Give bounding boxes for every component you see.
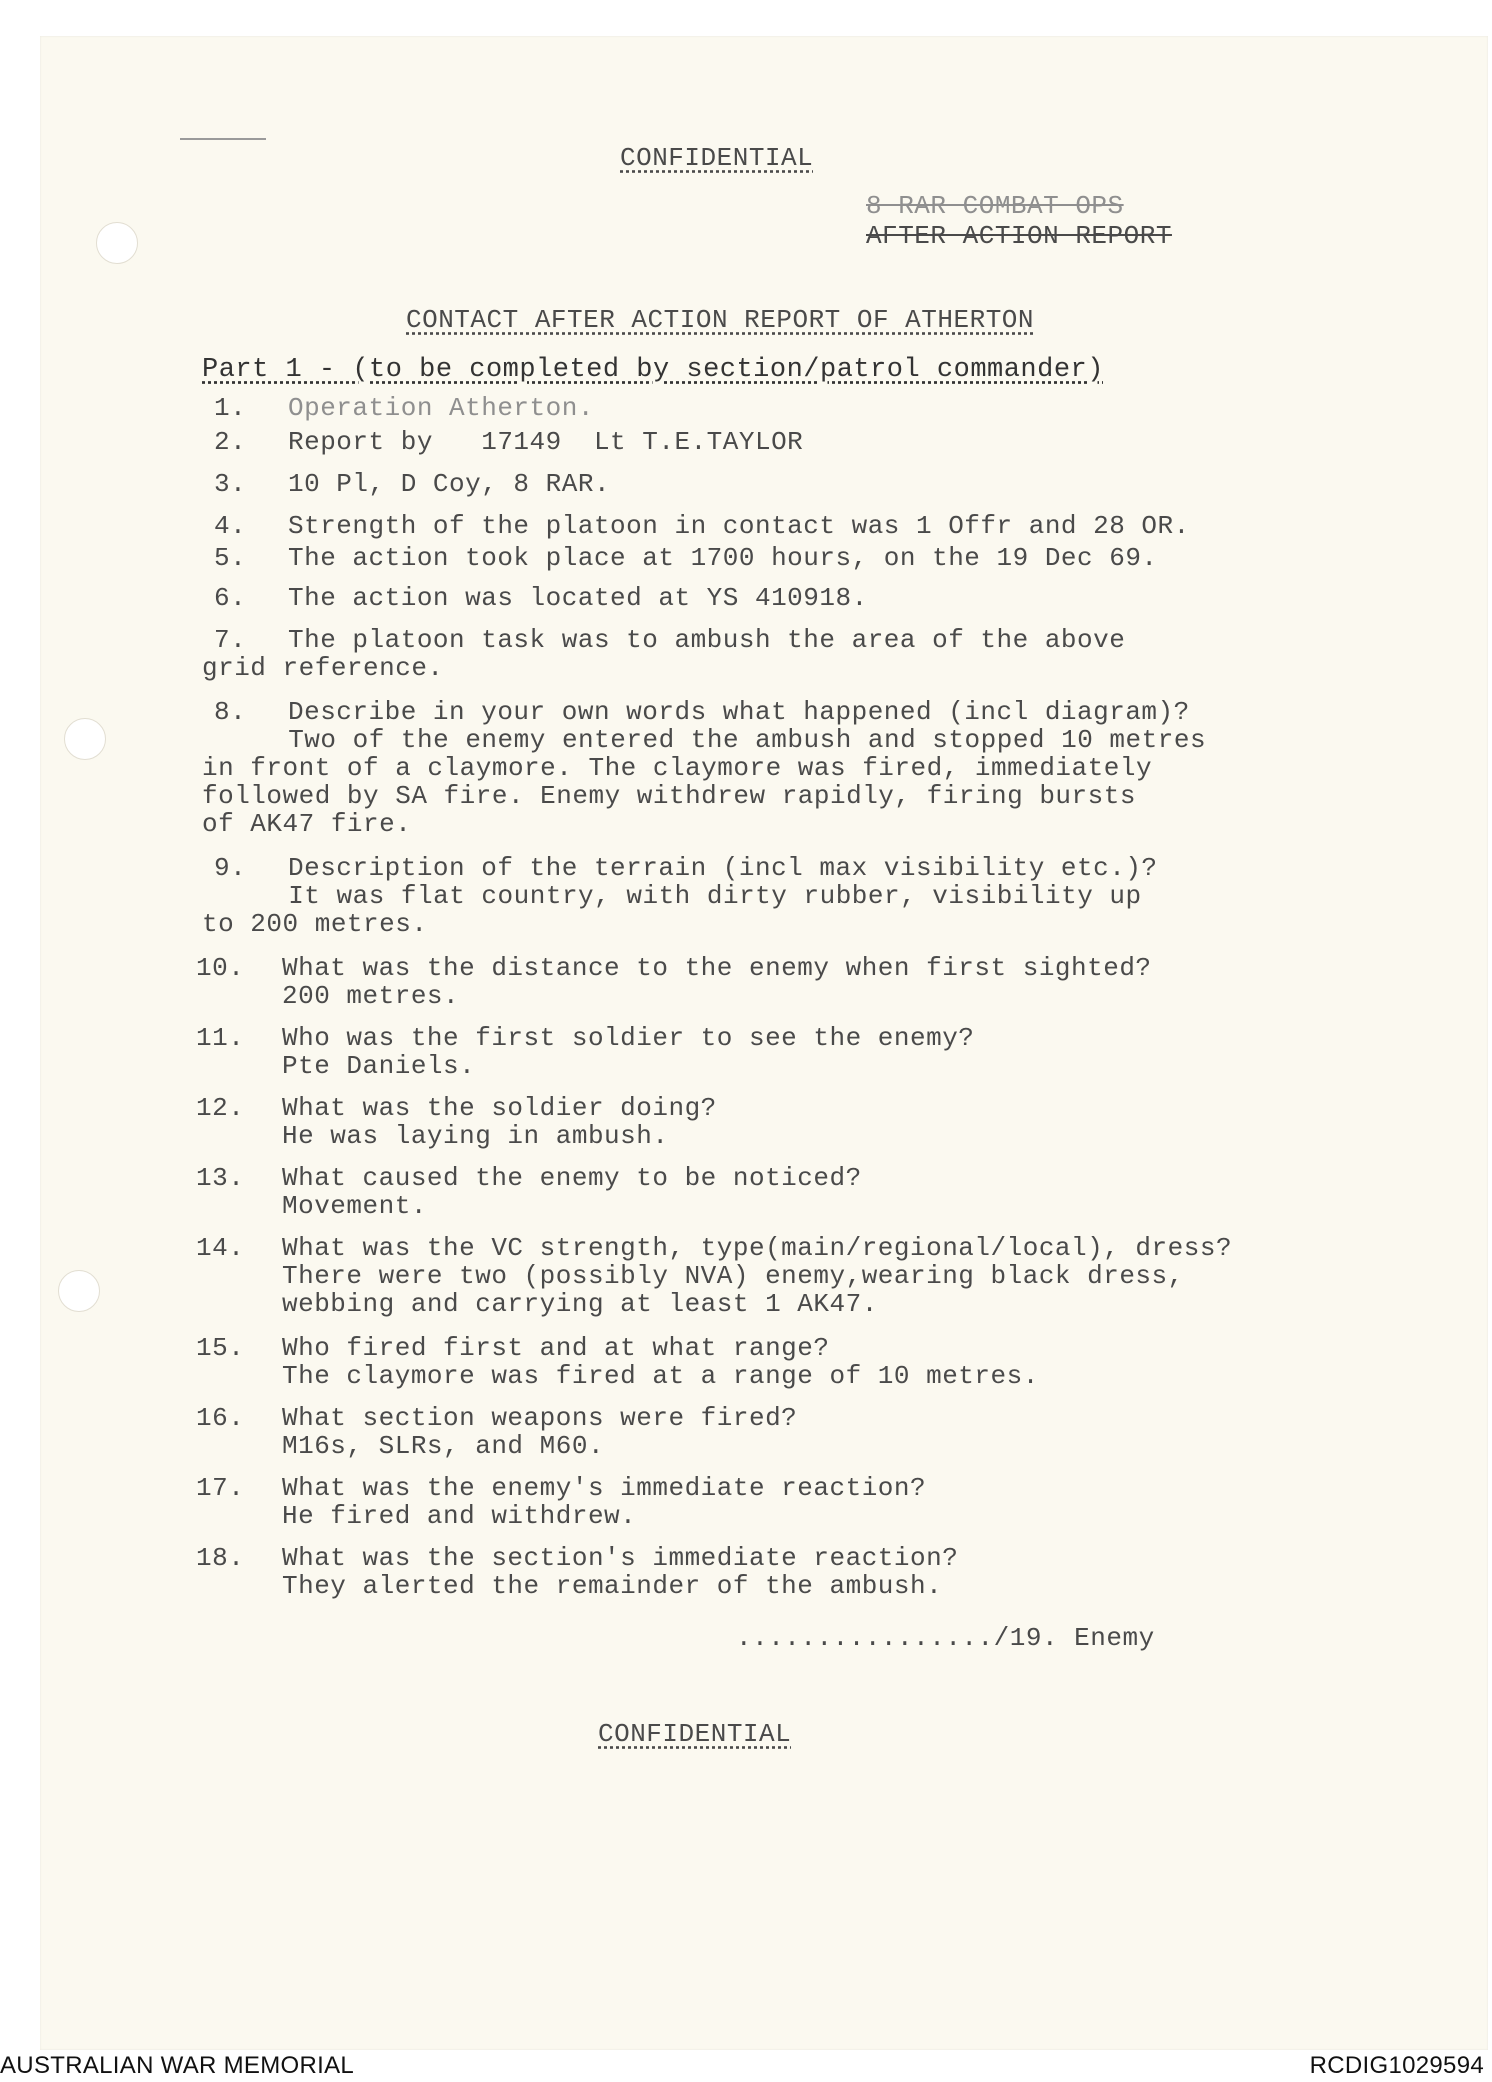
report-title: CONTACT AFTER ACTION REPORT OF ATHERTON: [406, 305, 1034, 335]
item-line: 10 Pl, D Coy, 8 RAR.: [288, 469, 611, 499]
item-number: 7.: [214, 625, 247, 655]
item-line: The action was located at YS 410918.: [288, 583, 868, 613]
item-line: webbing and carrying at least 1 AK47.: [282, 1289, 878, 1319]
item-line: to 200 metres.: [202, 909, 428, 939]
item-line: Description of the terrain (incl max visibility etc.)?: [288, 853, 1158, 883]
item-line: grid reference.: [202, 653, 444, 683]
item-line: Two of the enemy entered the ambush and stopped 10 metres: [256, 725, 1207, 755]
item-number: 13.: [196, 1163, 245, 1193]
item-line: It was flat country, with dirty rubber, visibility up: [256, 881, 1142, 911]
item-number: 17.: [196, 1473, 245, 1503]
classification-bottom: CONFIDENTIAL: [598, 1719, 792, 1749]
item-line: Who fired first and at what range?: [282, 1333, 830, 1363]
item-line: He fired and withdrew.: [282, 1501, 637, 1531]
item-line: Describe in your own words what happened (incl diagram)?: [288, 697, 1190, 727]
item-line: What section weapons were fired?: [282, 1403, 798, 1433]
punch-hole-bottom: [58, 1270, 100, 1312]
item-number: 4.: [214, 511, 247, 541]
item-number: 10.: [196, 953, 245, 983]
item-number: 5.: [214, 543, 247, 573]
footer-record-id: RCDIG1029594: [1309, 2052, 1484, 2079]
item-line: Who was the first soldier to see the enemy?: [282, 1023, 975, 1053]
item-line: What was the enemy's immediate reaction?: [282, 1473, 927, 1503]
item-number: 8.: [214, 697, 247, 727]
item-number: 14.: [196, 1233, 245, 1263]
item-number: 11.: [196, 1023, 245, 1053]
item-number: 2.: [214, 427, 247, 457]
item-line: The claymore was fired at a range of 10 metres.: [282, 1361, 1039, 1391]
item-line: What was the distance to the enemy when first sighted?: [282, 953, 1152, 983]
item-line: They alerted the remainder of the ambush.: [282, 1571, 943, 1601]
punch-hole-top: [96, 222, 138, 264]
item-number: 6.: [214, 583, 247, 613]
item-number: 3.: [214, 469, 247, 499]
stamp-line-2: AFTER ACTION REPORT: [866, 221, 1172, 251]
footer-institution: AUSTRALIAN WAR MEMORIAL: [0, 2052, 355, 2079]
item-line: The platoon task was to ambush the area of the above: [288, 625, 1126, 655]
item-line: Strength of the platoon in contact was 1 Offr and 28 OR.: [288, 511, 1190, 541]
item-line: What caused the enemy to be noticed?: [282, 1163, 862, 1193]
continuation-note: ................/19. Enemy: [736, 1623, 1155, 1653]
item-line: The action took place at 1700 hours, on the 19 Dec 69.: [288, 543, 1158, 573]
item-line: Movement.: [282, 1191, 427, 1221]
item-line: Pte Daniels.: [282, 1051, 476, 1081]
stamp-line-1: 8 RAR COMBAT OPS: [866, 191, 1124, 221]
part-heading: Part 1 - (to be completed by section/patrol commander): [202, 355, 1104, 385]
item-number: 16.: [196, 1403, 245, 1433]
item-line: What was the section's immediate reaction?: [282, 1543, 959, 1573]
classification-top: CONFIDENTIAL: [620, 143, 814, 173]
punch-hole-middle: [64, 718, 106, 760]
item-number: 9.: [214, 853, 247, 883]
item-line: followed by SA fire. Enemy withdrew rapidly, firing bursts: [202, 781, 1136, 811]
item-line: What was the VC strength, type(main/regional/local), dress?: [282, 1233, 1233, 1263]
item-number: 12.: [196, 1093, 245, 1123]
item-line: 200 metres.: [282, 981, 460, 1011]
item-line: Report by 17149 Lt T.E.TAYLOR: [288, 427, 804, 457]
item-line: What was the soldier doing?: [282, 1093, 717, 1123]
item-line: M16s, SLRs, and M60.: [282, 1431, 605, 1461]
item-number: 1.: [214, 393, 247, 423]
item-line: in front of a claymore. The claymore was fired, immediately: [202, 753, 1153, 783]
item-number: 18.: [196, 1543, 245, 1573]
item-line: of AK47 fire.: [202, 809, 412, 839]
item-line: There were two (possibly NVA) enemy,wearing black dress,: [282, 1261, 1184, 1291]
paper-mark: [180, 138, 266, 140]
item-line: He was laying in ambush.: [282, 1121, 669, 1151]
item-number: 15.: [196, 1333, 245, 1363]
item-line: Operation Atherton.: [288, 393, 594, 423]
